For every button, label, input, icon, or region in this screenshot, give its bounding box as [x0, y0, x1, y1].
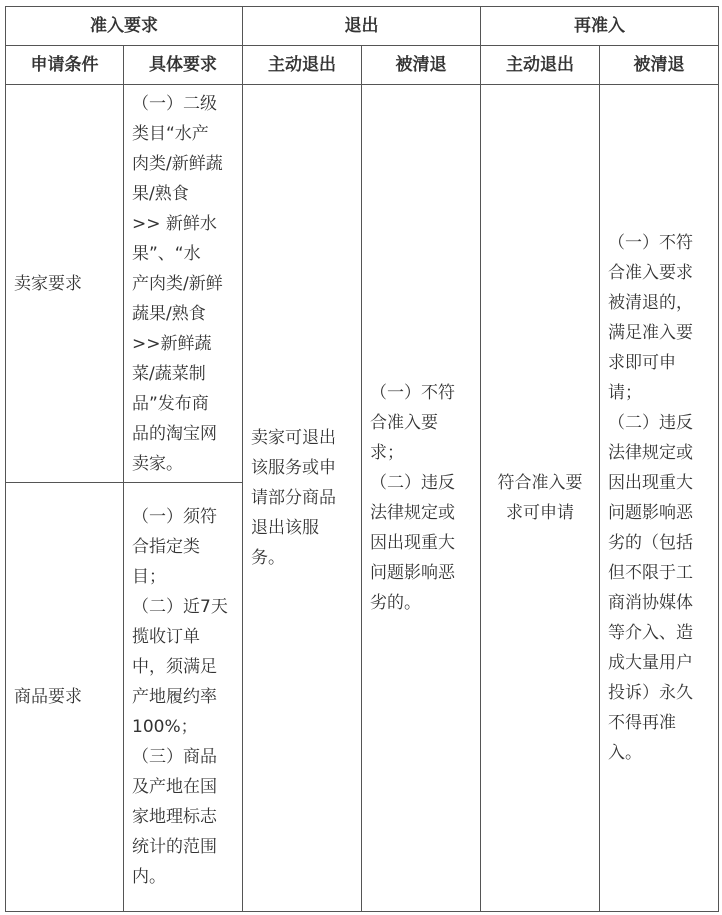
text-line: 合准入要求 — [608, 263, 693, 283]
text-line: 求即可申 — [608, 353, 676, 373]
text-line: 中，须满足 — [132, 657, 217, 677]
text-line: 品”发布商 — [132, 393, 209, 414]
cell-reentry-removed — [600, 85, 719, 912]
text-line: 果”、“水 — [132, 243, 201, 264]
text-line: 统计的范围 — [132, 837, 217, 857]
text-line: 问题影响恶 — [370, 563, 455, 583]
text-line: 不得再准 — [608, 713, 676, 733]
text-line: 果/熟食 — [132, 183, 189, 204]
text-line: 类目“水产 — [132, 123, 209, 144]
text-line: 等介入、造 — [608, 623, 693, 643]
text-line: 该服务或申 — [251, 458, 336, 478]
text-line: （二）违反 — [608, 413, 693, 433]
seller-requirement-text — [132, 89, 234, 479]
text-line: 目； — [132, 567, 166, 587]
text-line: 揽收订单 — [132, 627, 200, 647]
text-line: （二）违反 — [370, 473, 455, 493]
exit-active-text — [251, 423, 353, 573]
text-line: 务。 — [251, 548, 285, 568]
text-line: 求可申请 — [506, 503, 574, 523]
reentry-active-text — [489, 468, 591, 528]
text-line: 劣的（包括 — [608, 533, 693, 553]
text-line: 求； — [370, 443, 404, 463]
text-line: 请部分商品 — [251, 488, 336, 508]
rules-table — [5, 6, 719, 912]
text-line: 肉类/新鲜蔬 — [132, 153, 223, 174]
text-line: 品的淘宝网 — [132, 423, 217, 444]
text-line: 入。 — [608, 743, 642, 763]
text-line: 蔬果/熟食 — [132, 303, 206, 324]
header-condition: 申请条件 — [6, 46, 124, 85]
header-reentry-removed: 被清退 — [600, 46, 719, 85]
header-reentry-active: 主动退出 — [481, 46, 600, 85]
text-line: （一）不符 — [608, 233, 693, 253]
cell-product-condition: 商品要求 — [6, 483, 124, 912]
header-exit-removed: 被清退 — [362, 46, 481, 85]
text-line: （一）须符 — [132, 507, 217, 527]
cell-seller-condition: 卖家要求 — [6, 85, 124, 483]
header-admission: 准入要求 — [6, 7, 243, 46]
cell-reentry-active — [481, 85, 600, 912]
text-line: （二）近7天 — [132, 597, 228, 617]
header-exit-active: 主动退出 — [243, 46, 362, 85]
text-line: 合准入要 — [370, 413, 438, 433]
text-line: 合指定类 — [132, 537, 200, 557]
text-line: 内。 — [132, 867, 166, 887]
text-line: 及产地在国 — [132, 777, 217, 797]
text-line: 请； — [608, 383, 642, 403]
text-line: 家地理标志 — [132, 807, 217, 827]
text-line: 卖家可退出 — [251, 428, 336, 448]
text-line: 产地履约率 — [132, 687, 217, 707]
text-line: 被清退的， — [608, 293, 693, 313]
header-exit: 退出 — [243, 7, 481, 46]
text-line: 法律规定或 — [370, 503, 455, 523]
text-line: 退出该服 — [251, 518, 319, 538]
exit-removed-text — [370, 378, 472, 618]
header-row-top — [6, 7, 719, 46]
text-line: 投诉）永久 — [608, 683, 693, 703]
cell-exit-removed — [362, 85, 481, 912]
cell-exit-active — [243, 85, 362, 912]
text-line: 满足准入要 — [608, 323, 693, 343]
text-line: >> 新鲜水 — [132, 213, 217, 234]
text-line: 劣的。 — [370, 593, 421, 613]
text-line: 问题影响恶 — [608, 503, 693, 523]
text-line: 因出现重大 — [370, 533, 455, 553]
text-line: 商消协媒体 — [608, 593, 693, 613]
text-line: 卖家。 — [132, 453, 183, 474]
text-line: 菜/蔬菜制 — [132, 363, 206, 384]
text-line: （一）不符 — [370, 383, 455, 403]
text-line: （三）商品 — [132, 747, 217, 767]
cell-seller-requirement — [124, 85, 243, 483]
text-line: 但不限于工 — [608, 563, 693, 583]
product-requirement-text — [132, 502, 234, 892]
text-line: 因出现重大 — [608, 473, 693, 493]
header-requirement: 具体要求 — [124, 46, 243, 85]
header-reentry: 再准入 — [481, 7, 719, 46]
text-line: 100%； — [132, 717, 198, 737]
header-row-sub — [6, 46, 719, 85]
text-line: 成大量用户 — [608, 653, 693, 673]
text-line: 产肉类/新鲜 — [132, 273, 223, 294]
cell-product-requirement — [124, 483, 243, 912]
text-line: （一）二级 — [132, 93, 217, 114]
text-line: >>新鲜蔬 — [132, 333, 212, 354]
text-line: 符合准入要 — [497, 473, 583, 493]
table-row-seller — [6, 85, 719, 483]
text-line: 法律规定或 — [608, 443, 693, 463]
reentry-removed-text — [608, 228, 710, 768]
